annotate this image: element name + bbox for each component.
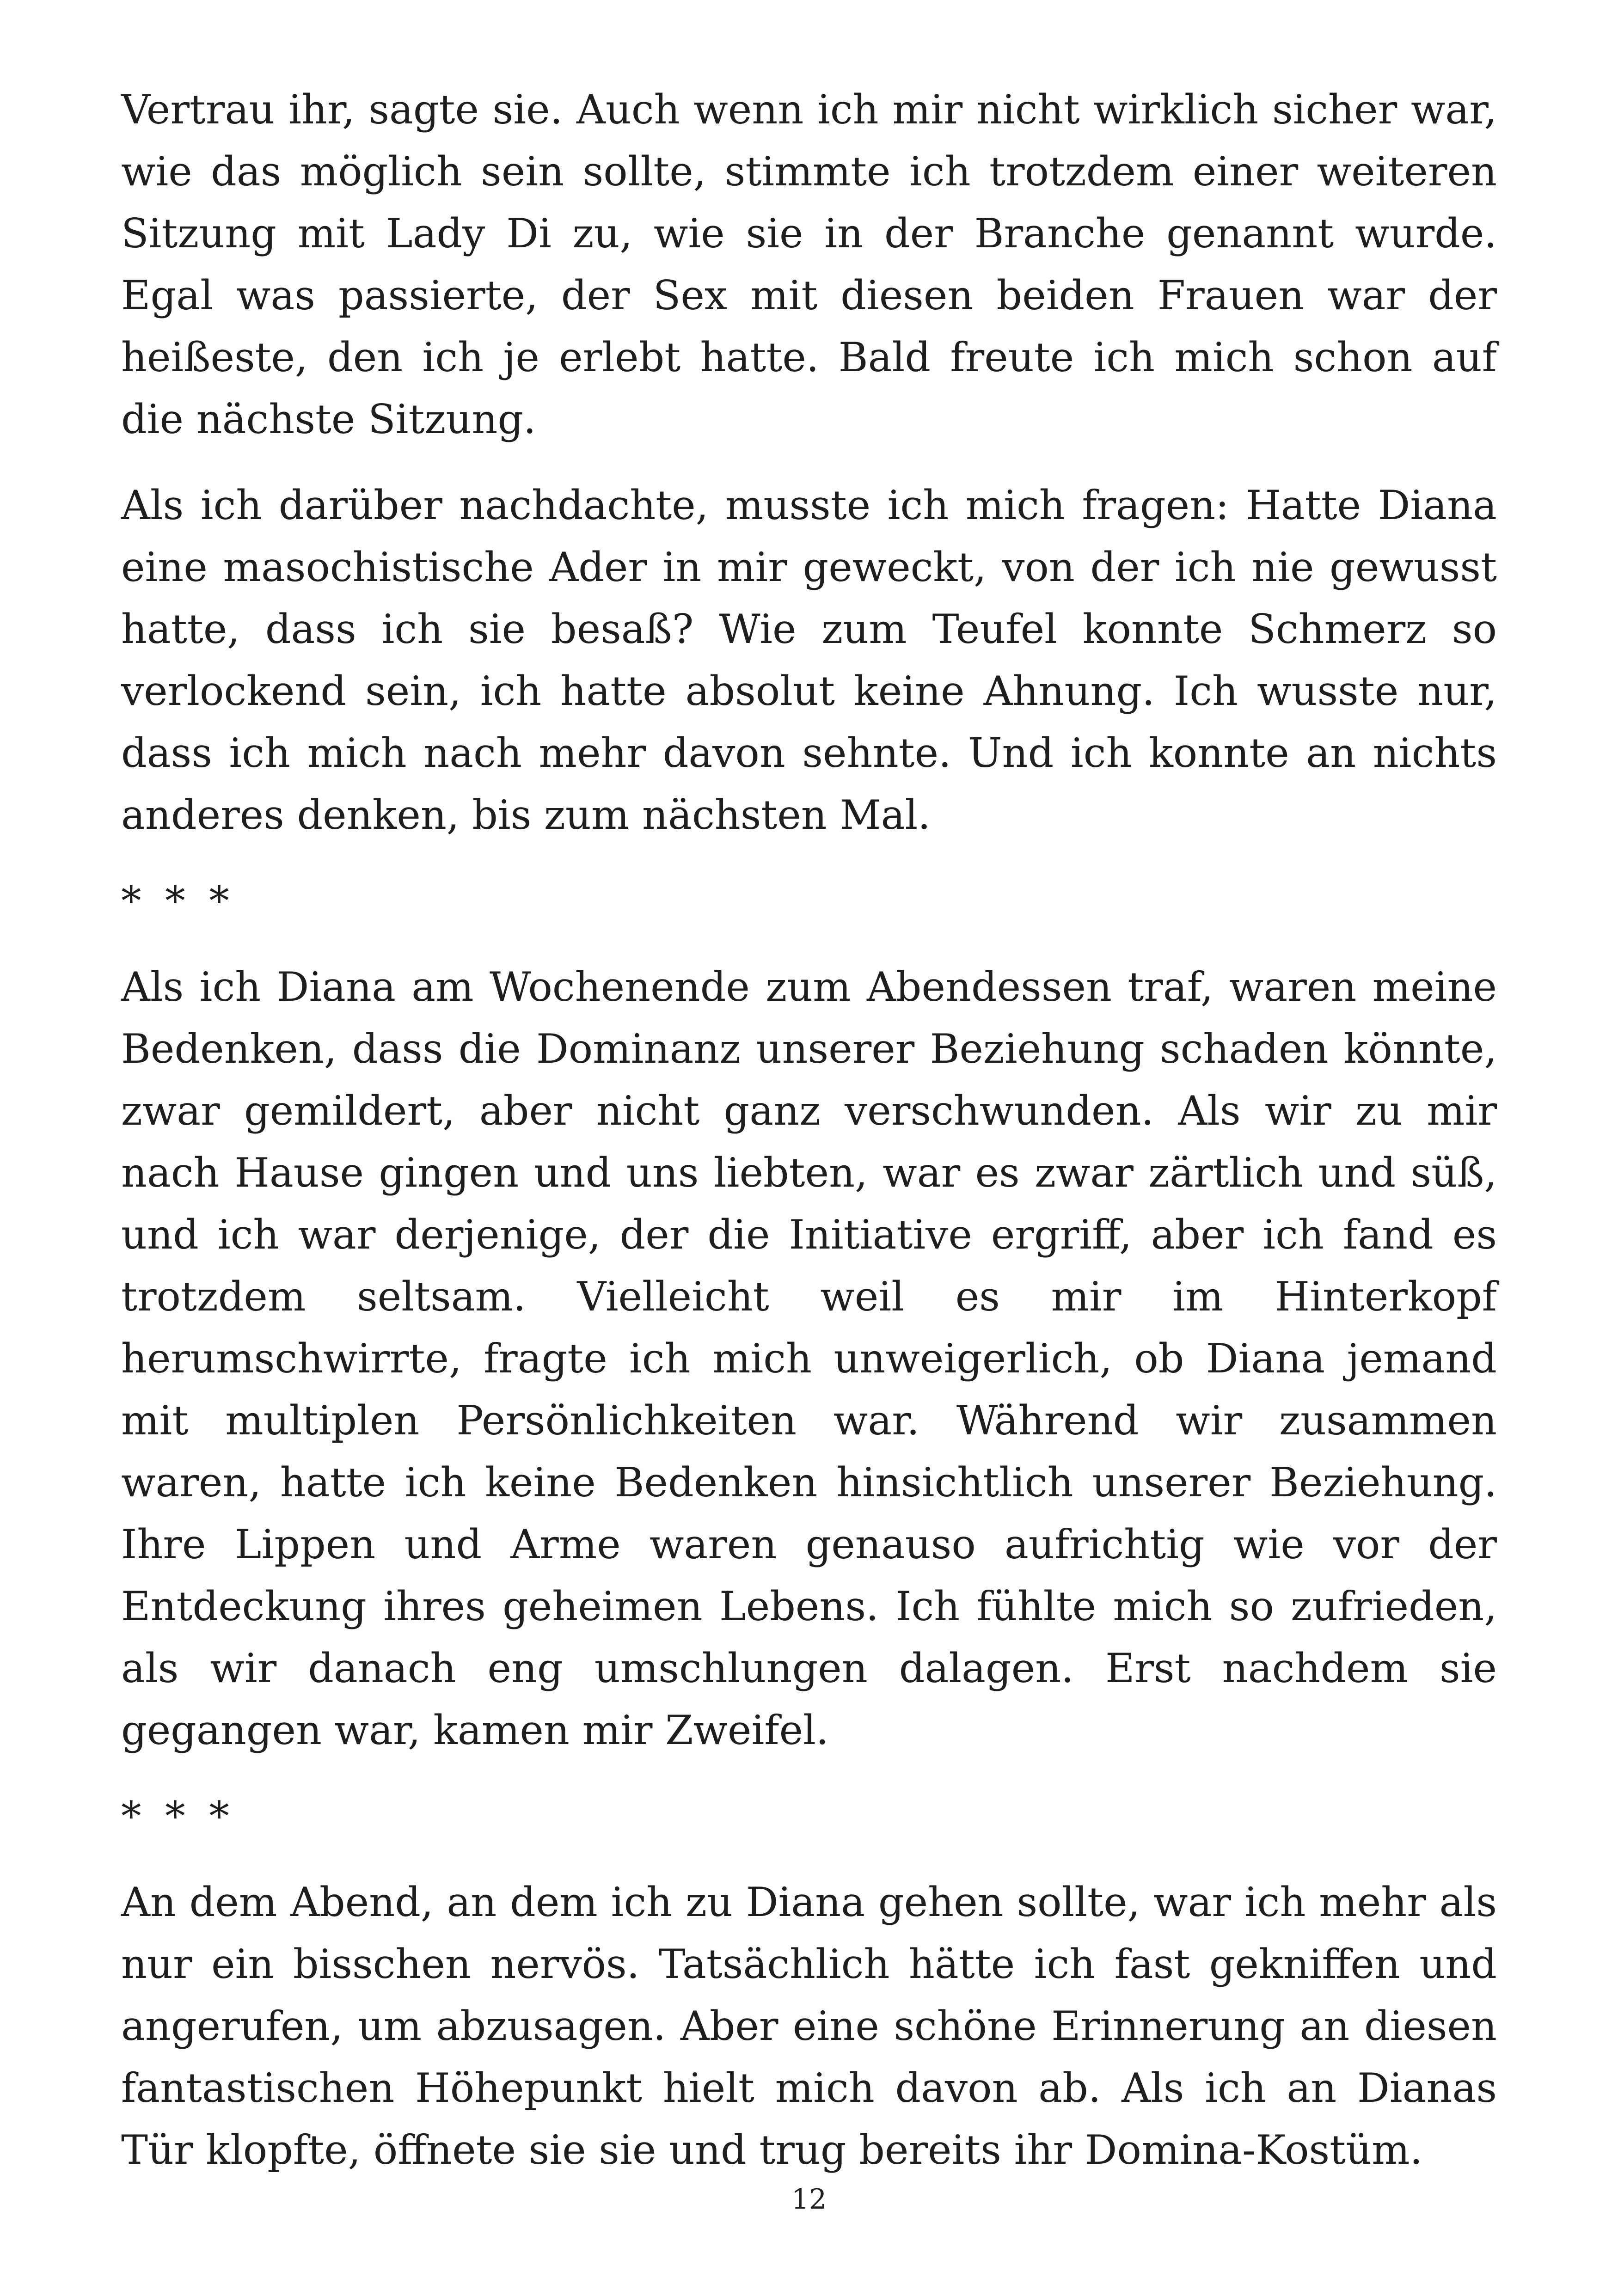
paragraph-2: Als ich darüber nachdachte, musste ich mich fragen: Hatte Diana eine masochistische Ader in mir geweckt, von der ich nie gewusst hatte, dass ich sie besaß? Wie zum Teufel konnte Schmerz so verlockend sein, ich hatte absolut keine Ahnung. Ich wusste nur, dass ich mich nach mehr davon sehnte. Und ich konnte an nichts anderes denken, bis zum nächsten Mal. — [121, 482, 1497, 839]
paragraph-3: Als ich Diana am Wochenende zum Abendessen traf, waren meine Bedenken, dass die Dominanz unserer Beziehung schaden könnte, zwar gemildert, aber nicht ganz verschwunden. Als wir zu mir nach Hause gingen und uns liebten, war es zwar zärtlich und süß, und ich war derjenige, der die Initiative ergriff, aber ich fand es trotzdem seltsam. Vielleicht weil es mir im Hinterkopf herumschwirrte, fragte ich mich unweigerlich, ob Diana jemand mit multiplen Persönlichkeiten war. Während wir zusammen waren, hatte ich keine Bedenken hinsichtlich unserer Beziehung. Ihre Lippen und Arme waren genauso aufrichtig wie vor der Entdeckung ihres geheimen Lebens. Ich fühlte mich so zufrieden, als wir danach eng umschlungen dalagen. Erst nachdem sie gegangen war, kamen mir Zweifel. — [121, 963, 1497, 1754]
page-body — [121, 79, 1497, 2205]
scene-separator: * * * — [121, 1793, 235, 1840]
scene-separator: * * * — [121, 877, 235, 925]
page-number: 12 — [791, 2183, 827, 2216]
paragraph-1: Vertrau ihr, sagte sie. Auch wenn ich mir nicht wirklich sicher war, wie das möglich sein sollte, stimmte ich trotzdem einer weiteren Sitzung mit Lady Di zu, wie sie in der Branche genannt wurde. Egal was passierte, der Sex mit diesen beiden Frauen war der heißeste, den ich je erlebt hatte. Bald freute ich mich schon auf die nächste Sitzung. — [121, 86, 1497, 443]
paragraph-4: An dem Abend, an dem ich zu Diana gehen sollte, war ich mehr als nur ein bisschen nervös. Tatsächlich hätte ich fast gekniffen und angerufen, um abzusagen. Aber eine schöne Erinnerung an diesen fantastischen Höhepunkt hielt mich davon ab. Als ich an Dianas Tür klopfte, öffnete sie sie und trug bereits ihr Domina-Kostüm. — [121, 1879, 1497, 2174]
